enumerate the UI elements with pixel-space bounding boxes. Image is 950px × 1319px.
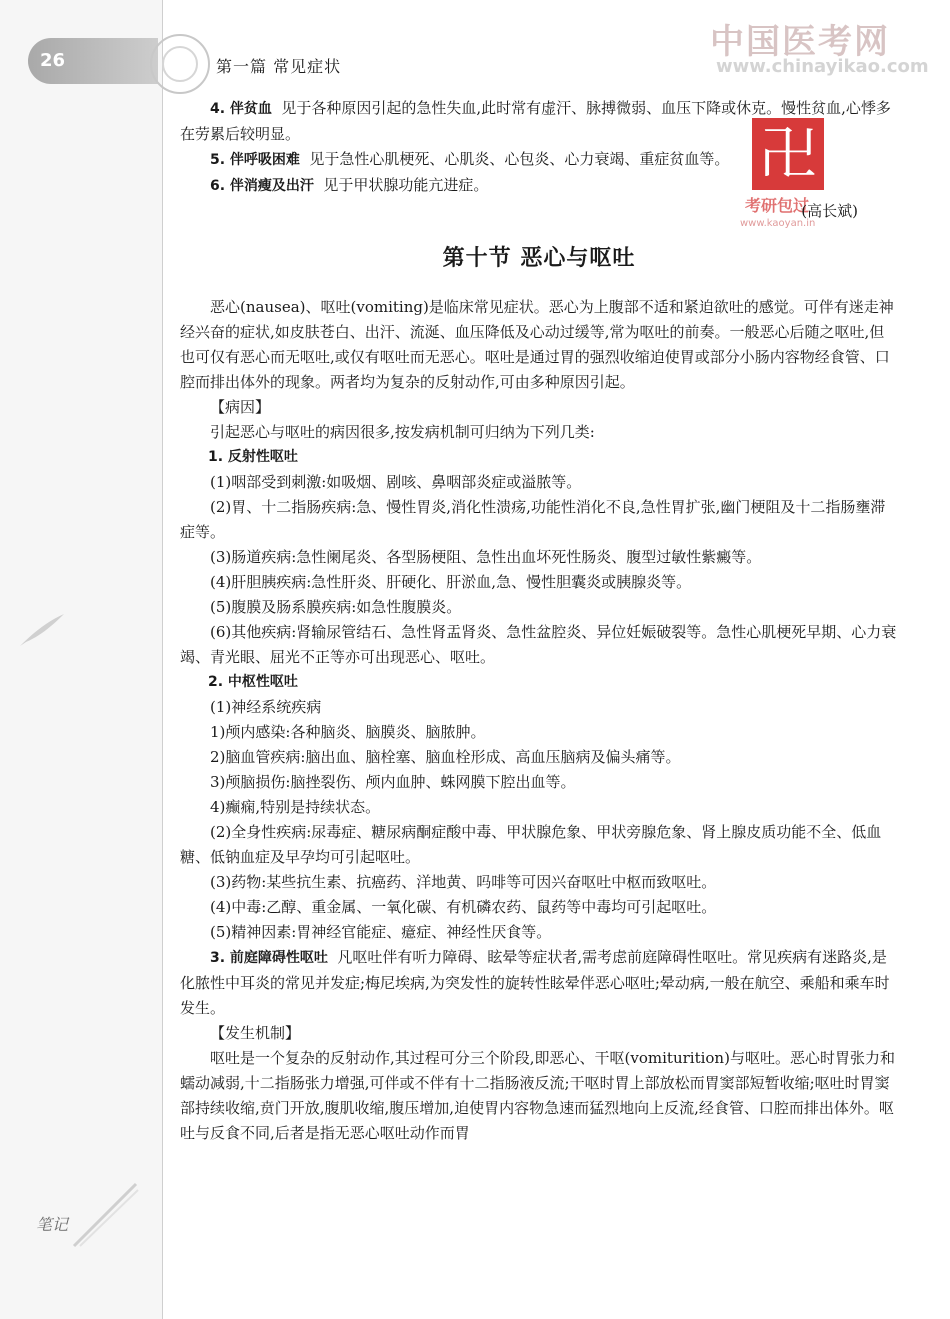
mechanism-heading: 【发生机制】 [210,1024,301,1042]
list-item: 4. 伴贫血 见于各种原因引起的急性失血,此时常有虚汗、脉搏微弱、血压下降或休克。慢性贫血,心悸多在劳累后较明显。 [180,99,891,143]
list-item: (3)药物:某些抗生素、抗癌药、洋地黄、吗啡等可因兴奋呕吐中枢而致呕吐。 [210,873,717,891]
author-credit: (高长斌) [801,202,858,220]
list-item: 4)癫痫,特别是持续状态。 [210,798,381,816]
watermark-badge-url: www.kaoyan.in [740,218,816,229]
list-item: 1)颅内感染:各种脑炎、脑膜炎、脑脓肿。 [210,723,486,741]
section-title: 第十节 恶心与呕吐 [442,246,636,271]
page-gutter [0,0,163,1319]
etiology-intro: 引起恶心与呕吐的病因很多,按发病机制可归纳为下列几类: [210,423,595,441]
list-item: (4)肝胆胰疾病:急性肝炎、肝硬化、肝淤血,急、慢性胆囊炎或胰腺炎等。 [210,573,692,591]
watermark-url: www.chinayikao.com [716,56,929,77]
list-item: (2)全身性疾病:尿毒症、糖尿病酮症酸中毒、甲状腺危象、甲状旁腺危象、肾上腺皮质功能不全、低血糖、低钠血症及早孕均可引起呕吐。 [180,823,882,866]
mechanism-paragraph: 呕吐是一个复杂的反射动作,其过程可分三个阶段,即恶心、干呕(vomiturition)与呕吐。恶心时胃张力和蠕动减弱,十二指肠张力增强,可伴或不伴有十二指肠液反流;干呕时胃上部放松而胃窦部短暂收缩;呕吐时胃窦部持续收缩,贲门开放,腹肌收缩,腹压增加,迫使胃内容物急速而猛烈地向上反流,经食管、口腔而排出体外。呕吐与反食不同,后者是指无恶心呕吐动作而胃 [180,1049,895,1142]
etiology-heading: 【病因】 [210,398,271,416]
quill-decoration-icon [18,612,66,648]
watermark-logo: 中国医考网 [710,22,890,62]
notes-label: 笔记 [36,1215,69,1234]
list-item: (4)中毒:乙醇、重金属、一氧化碳、有机磷农药、鼠药等中毒均可引起呕吐。 [210,898,717,916]
list-item: 2)脑血管疾病:脑出血、脑栓塞、脑血栓形成、高血压脑病及偏头痛等。 [210,748,681,766]
page-number: 26 [40,50,66,71]
watermark-badge-text: 考研包过 [745,196,810,215]
list-item: (5)精神因素:胃神经官能症、癔症、神经性厌食等。 [210,923,552,941]
list-item: (3)肠道疾病:急性阑尾炎、各型肠梗阻、急性出血坏死性肠炎、腹型过敏性紫癜等。 [210,548,762,566]
page-content [180,96,898,1146]
watermark-badge-icon: 卍 [752,118,824,190]
list-item: 3)颅脑损伤:脑挫裂伤、颅内血肿、蛛网膜下腔出血等。 [210,773,576,791]
list-item: (5)腹膜及肠系膜疾病:如急性腹膜炎。 [210,598,462,616]
list-item: (2)胃、十二指肠疾病:急、慢性胃炎,消化性溃疡,功能性消化不良,急性胃扩张,幽门梗阻及十二指肠壅滞症等。 [180,498,886,541]
list-item: 5. 伴呼吸困难 见于急性心肌梗死、心肌炎、心包炎、心力衰竭、重症贫血等。 [210,150,730,168]
reflex-heading: 1. 反射性呕吐 [208,449,298,465]
intro-paragraph: 恶心(nausea)、呕吐(vomiting)是临床常见症状。恶心为上腹部不适和紧迫欲吐的感觉。可伴有迷走神经兴奋的症状,如皮肤苍白、出汗、流涎、血压降低及心动过缓等,常为呕吐的前奏。一般恶心后随之呕吐,但也可仅有恶心而无呕吐,或仅有呕吐而无恶心。呕吐是通过胃的强烈收缩迫使胃或部分小肠内容物经食管、口腔而排出体外的现象。两者均为复杂的反射动作,可由多种原因引起。 [180,298,894,391]
pen-decoration-icon [70,1180,140,1250]
list-item: (6)其他疾病:肾输尿管结石、急性肾盂肾炎、急性盆腔炎、异位妊娠破裂等。急性心肌梗死早期、心力衰竭、青光眼、屈光不正等亦可出现恶心、呕吐。 [180,623,897,666]
vestibular-paragraph: 3. 前庭障碍性呕吐 凡呕吐伴有听力障碍、眩晕等症状者,需考虑前庭障碍性呕吐。常见疾病有迷路炎,是化脓性中耳炎的常见并发症;梅尼埃病,为突发性的旋转性眩晕伴恶心呕吐;晕动病,一般在航空、乘船和乘车时发生。 [180,948,890,1017]
list-item: 6. 伴消瘦及出汗 见于甲状腺功能亢进症。 [210,176,489,194]
central-heading: 2. 中枢性呕吐 [208,674,298,690]
swirl-ornament-icon [150,34,210,94]
list-item: (1)神经系统疾病 [210,698,322,716]
chapter-header: 第一篇 常见症状 [216,57,342,76]
list-item: (1)咽部受到刺激:如吸烟、剧咳、鼻咽部炎症或溢脓等。 [210,473,582,491]
